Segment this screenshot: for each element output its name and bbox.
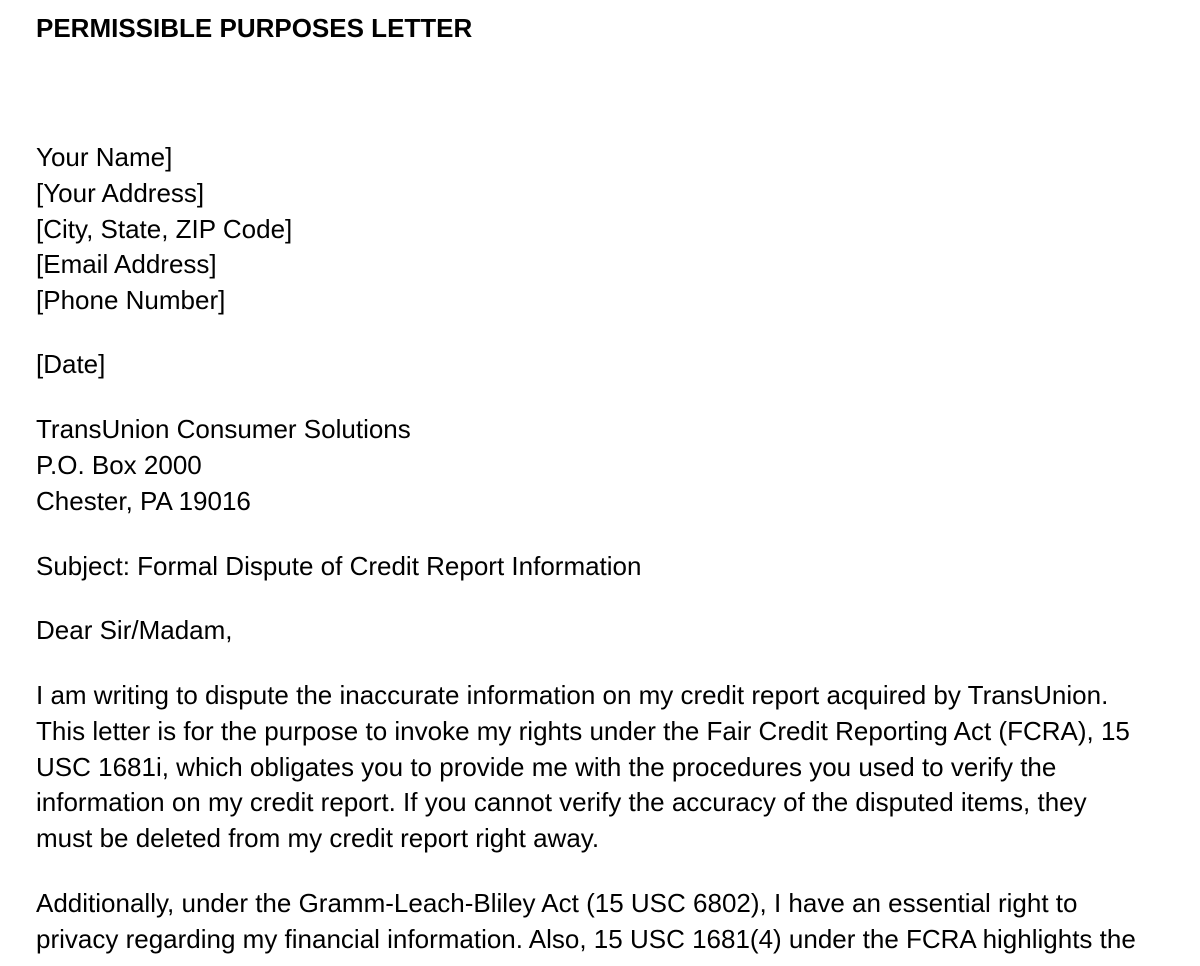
sender-city-state-zip: [City, State, ZIP Code] xyxy=(36,213,293,244)
salutation-block xyxy=(36,613,233,649)
recipient-po-box: P.O. Box 2000 xyxy=(36,449,202,480)
letter-salutation: Dear Sir/Madam, xyxy=(36,615,233,645)
paragraph-line: must be deleted from my credit report right away. xyxy=(36,823,600,854)
recipient-city-state-zip: Chester, PA 19016 xyxy=(36,485,251,516)
date-block xyxy=(36,347,105,383)
sender-address: [Your Address] xyxy=(36,177,205,208)
recipient-name: TransUnion Consumer Solutions xyxy=(36,414,411,444)
letter-title: PERMISSIBLE PURPOSES LETTER xyxy=(36,13,473,43)
sender-block xyxy=(36,140,292,319)
paragraph-line: USC 1681i, which obligates you to provide me with the procedures you used to verify the xyxy=(36,751,1057,782)
sender-name: Your Name] xyxy=(36,142,173,172)
sender-phone: [Phone Number] xyxy=(36,285,226,316)
paragraph-line: I am writing to dispute the inaccurate information on my credit report acquired by TransUnion. xyxy=(36,680,1109,710)
paragraph-line: information on my credit report. If you cannot verify the accuracy of the disputed items, they xyxy=(36,787,1087,818)
letter-subject: Subject: Formal Dispute of Credit Report Information xyxy=(36,551,642,581)
paragraph-line: Additionally, under the Gramm-Leach-Bliley Act (15 USC 6802), I have an essential right to xyxy=(36,888,1078,918)
paragraph-line: privacy regarding my financial information. Also, 15 USC 1681(4) under the FCRA highlights the xyxy=(36,923,1136,954)
subject-block xyxy=(36,549,641,585)
recipient-block xyxy=(36,412,411,519)
body-paragraph-1 xyxy=(36,678,1186,857)
paragraph-line: This letter is for the purpose to invoke my rights under the Fair Credit Reporting Act (FCRA), 15 xyxy=(36,715,1130,746)
body-paragraph-2 xyxy=(36,886,1186,958)
letter-date: [Date] xyxy=(36,349,106,379)
sender-email: [Email Address] xyxy=(36,249,217,280)
